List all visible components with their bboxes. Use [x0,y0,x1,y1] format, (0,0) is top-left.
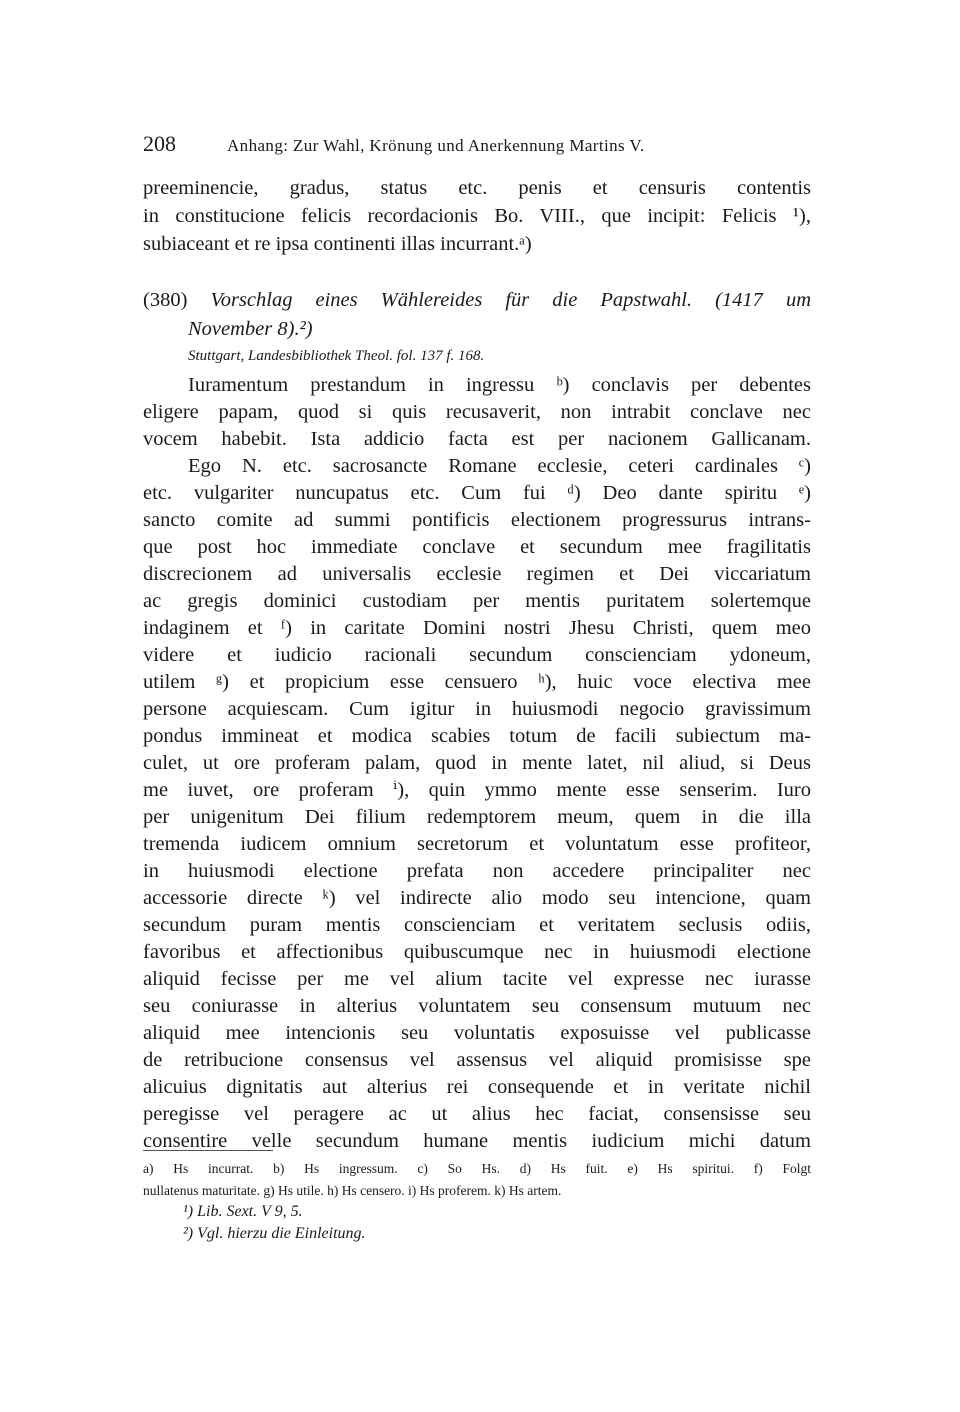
text-line: consentire velle secundum humane mentis iudicium michi datum [143,1130,811,1152]
text-line: accessorie directe ᵏ) vel indirecte alio modo seu intencione, quam [143,887,811,909]
text-line: persone acquiescam. Cum igitur in huiusmodi negocio gravissimum [143,698,811,720]
running-title: Anhang: Zur Wahl, Krönung und Anerkennung Martins V. [227,136,645,155]
footnote-numbered: ²) Vgl. hierzu die Einleitung. [183,1225,366,1242]
text-line: preeminencie, gradus, status etc. penis et censuris contentis [143,177,811,199]
text-line: per unigenitum Dei filium redemptorem meum, quem in die illa [143,806,811,828]
text-line: pondus immineat et modica scabies totum de facili subiectum ma- [143,725,811,747]
text-line: favoribus et affectionibus quibuscumque nec in huiusmodi electione [143,941,811,963]
text-line: in constitucione felicis recordacionis Bo. VIII., que incipit: Felicis ¹), [143,205,811,227]
text-line: etc. vulgariter nuncupatus etc. Cum fui ᵈ) Deo dante spiritu ᵉ) [143,482,811,504]
text-line: aliquid mee intencionis seu voluntatis exposuisse vel publicasse [143,1022,811,1044]
text-line: Iuramentum prestandum in ingressu ᵇ) conclavis per debentes [188,374,811,396]
page-header [143,131,823,161]
text-line: tremenda iudicem omnium secretorum et voluntatum esse profiteor, [143,833,811,855]
section-number: (380) [143,289,188,311]
text-line: ac gregis dominici custodiam per mentis puritatem solertemque [143,590,811,612]
text-line: Ego N. etc. sacrosancte Romane ecclesie, ceteri cardinales ᶜ) [188,455,811,477]
text-line: in huiusmodi electione prefata non accedere principaliter nec [143,860,811,882]
text-line: culet, ut ore proferam palam, quod in mente latet, nil aliud, si Deus [143,752,811,774]
text-line: eligere papam, quod si quis recusaverit, non intrabit conclave nec [143,401,811,423]
section-title: Vorschlag eines Wählereides für die Papstwahl. (1417 um [210,289,811,311]
text-line: seu coniurasse in alterius voluntatem seu consensum mutuum nec [143,995,811,1017]
page-number: 208 [143,131,176,156]
text-line: utilem ᵍ) et propicium esse censuero ʰ), huic voce electiva mee [143,671,811,693]
footnote-line: nullatenus maturitate. g) Hs utile. h) Hs censero. i) Hs proferem. k) Hs artem. [143,1183,562,1198]
text-line: de retribucione consensus vel assensus vel aliquid promisisse spe [143,1049,811,1071]
footnote-line: a) Hs incurrat. b) Hs ingressum. c) So Hs. d) Hs fuit. e) Hs spiritui. f) Folgt [143,1161,811,1176]
text-line: sancto comite ad summi pontificis electionem progressurus intrans- [143,509,811,531]
text-line: indaginem et ᶠ) in caritate Domini nostri Jhesu Christi, quem meo [143,617,811,639]
text-line: videre et iudicio racionali secundum conscienciam ydoneum, [143,644,811,666]
text-line: peregisse vel peragere ac ut alius hec faciat, consensisse seu [143,1103,811,1125]
text-line: me iuvet, ore proferam ⁱ), quin ymmo mente esse senserim. Iuro [143,779,811,801]
source-citation: Stuttgart, Landesbibliothek Theol. fol. 137 f. 168. [188,348,485,364]
footnote-separator [143,1150,273,1151]
text-line: subiaceant et re ipsa continenti illas incurrant.ᵃ) [143,233,532,255]
text-line: alicuius dignitatis aut alterius rei consequende et in veritate nichil [143,1076,811,1098]
text-line: aliquid fecisse per me vel alium tacite vel expresse nec iurasse [143,968,811,990]
footnote-numbered: ¹) Lib. Sext. V 9, 5. [183,1203,303,1220]
text-line: discrecionem ad universalis ecclesie regimen et Dei viccariatum [143,563,811,585]
section-title-line [143,287,811,313]
text-line: que post hoc immediate conclave et secundum mee fragilitatis [143,536,811,558]
text-line: secundum puram mentis conscienciam et veritatem seclusis odiis, [143,914,811,936]
section-title-line-2: November 8).²) [188,318,313,340]
text-line: vocem habebit. Ista addicio facta est per nacionem Gallicanam. [143,428,811,450]
